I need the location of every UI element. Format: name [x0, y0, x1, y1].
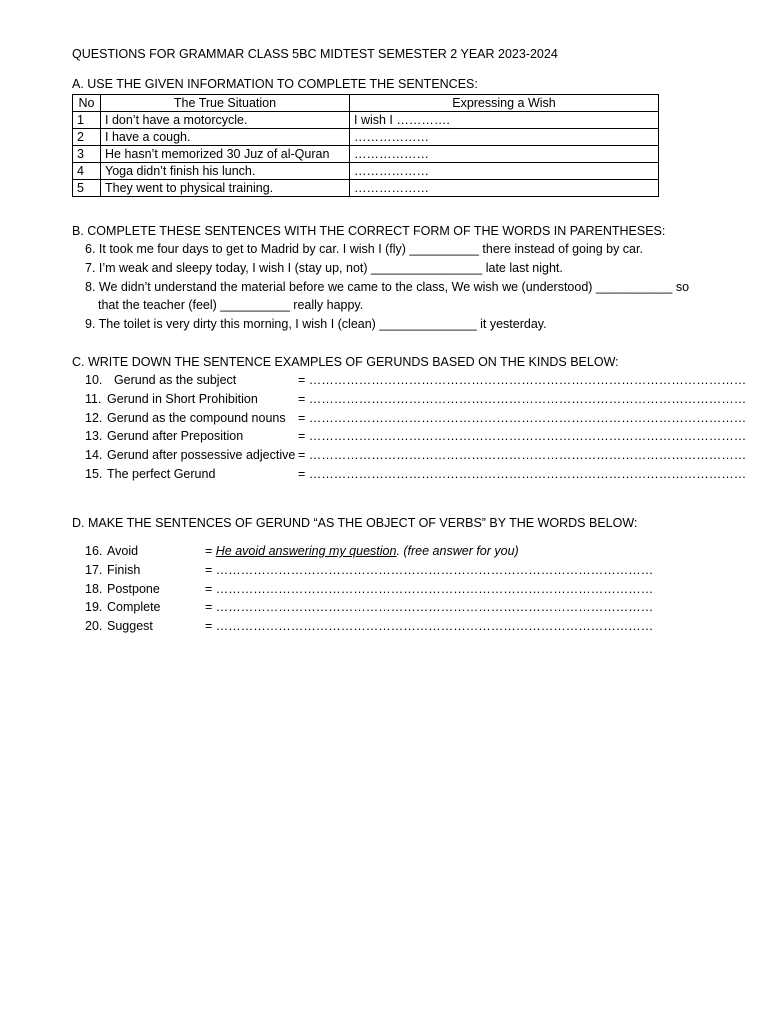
item-number: 12. — [85, 411, 103, 425]
page-title: QUESTIONS FOR GRAMMAR CLASS 5BC MIDTEST SEMESTER 2 YEAR 2023-2024 — [72, 47, 558, 61]
row-number: 4 — [73, 163, 101, 180]
list-item — [85, 582, 685, 600]
item-number: 15. — [85, 467, 103, 481]
wish-answer: ……………… — [350, 163, 659, 180]
answer-blank: = …………………………………………………………………………………………… — [205, 600, 654, 614]
table-row — [73, 146, 659, 163]
item-label: Complete — [107, 600, 161, 614]
list-item — [85, 448, 747, 466]
item-label: Avoid — [107, 544, 139, 558]
list-item — [85, 429, 747, 447]
item-number: 13. — [85, 429, 103, 443]
answer-blank: = …………………………………………………………………………………………… — [298, 373, 747, 387]
list-item — [85, 467, 747, 485]
item-label: Postpone — [107, 582, 160, 596]
section-a-heading: A. USE THE GIVEN INFORMATION TO COMPLETE THE SENTENCES: — [72, 77, 478, 91]
answer-blank: = …………………………………………………………………………………………… — [205, 619, 654, 633]
list-item — [85, 563, 685, 581]
section-b-heading: B. COMPLETE THESE SENTENCES WITH THE CORRECT FORM OF THE WORDS IN PARENTHESES: — [72, 224, 666, 238]
wish-table — [72, 94, 659, 197]
answer-blank: = …………………………………………………………………………………………… — [298, 467, 747, 481]
table-row — [73, 112, 659, 129]
question-8: 8. We didn’t understand the material before we came to the class, We wish we (understood) ___________ so — [85, 280, 690, 294]
item-number: 14. — [85, 448, 103, 462]
wish-answer: ……………… — [350, 129, 659, 146]
example-answer — [205, 544, 519, 558]
item-number: 19. — [85, 600, 103, 614]
item-label: Gerund after possessive adjective — [107, 448, 296, 462]
item-number: 11. — [85, 392, 102, 406]
list-item — [85, 600, 685, 618]
row-number: 2 — [73, 129, 101, 146]
row-number: 1 — [73, 112, 101, 129]
question-7: 7. I’m weak and sleepy today, I wish I (stay up, not) ________________ late last night. — [85, 261, 563, 275]
list-item — [85, 619, 685, 637]
item-number: 16. — [85, 544, 103, 558]
true-situation: I don’t have a motorcycle. — [101, 112, 350, 129]
row-number: 3 — [73, 146, 101, 163]
wish-answer: ……………… — [350, 180, 659, 197]
item-number: 17. — [85, 563, 103, 577]
wish-answer: ……………… — [350, 146, 659, 163]
answer-blank: = …………………………………………………………………………………………… — [205, 563, 654, 577]
table-header-row — [73, 95, 659, 112]
section-c-heading: C. WRITE DOWN THE SENTENCE EXAMPLES OF GERUNDS BASED ON THE KINDS BELOW: — [72, 355, 619, 369]
true-situation: Yoga didn’t finish his lunch. — [101, 163, 350, 180]
answer-blank: = …………………………………………………………………………………………… — [298, 392, 747, 406]
example-sentence: He avoid answering my question — [215, 544, 397, 558]
question-8-continuation: that the teacher (feel) __________ really happy. — [98, 298, 364, 312]
question-9: 9. The toilet is very dirty this morning, I wish I (clean) ______________ it yesterday. — [85, 317, 547, 331]
item-number: 10. — [85, 373, 103, 387]
row-number: 5 — [73, 180, 101, 197]
answer-blank: = …………………………………………………………………………………………… — [205, 582, 654, 596]
example-note: . (free answer for you) — [396, 544, 519, 558]
item-label: Gerund in Short Prohibition — [107, 392, 258, 406]
example-item — [85, 544, 685, 562]
item-label: Gerund after Preposition — [107, 429, 244, 443]
section-d-heading: D. MAKE THE SENTENCES OF GERUND “AS THE OBJECT OF VERBS” BY THE WORDS BELOW: — [72, 516, 638, 530]
table-row — [73, 180, 659, 197]
true-situation: They went to physical training. — [101, 180, 350, 197]
item-label: Gerund as the subject — [107, 373, 237, 387]
wish-answer: I wish I …………. — [350, 112, 659, 129]
answer-blank: = …………………………………………………………………………………………… — [298, 448, 747, 462]
item-label: Finish — [107, 563, 141, 577]
table-row — [73, 163, 659, 180]
item-label: The perfect Gerund — [107, 467, 216, 481]
true-situation: He hasn’t memorized 30 Juz of al-Quran — [101, 146, 350, 163]
list-item — [85, 373, 747, 391]
item-number: 20. — [85, 619, 103, 633]
table-row — [73, 129, 659, 146]
answer-blank: = …………………………………………………………………………………………… — [298, 411, 747, 425]
column-header: No — [73, 95, 101, 112]
equals-sign: = — [205, 544, 216, 558]
list-item — [85, 392, 747, 410]
column-header: Expressing a Wish — [350, 95, 659, 112]
column-header: The True Situation — [101, 95, 350, 112]
item-number: 18. — [85, 582, 103, 596]
item-label: Suggest — [107, 619, 153, 633]
true-situation: I have a cough. — [101, 129, 350, 146]
list-item — [85, 411, 747, 429]
question-6: 6. It took me four days to get to Madrid by car. I wish I (fly) __________ there instead of going by car. — [85, 242, 643, 256]
item-label: Gerund as the compound nouns — [107, 411, 286, 425]
answer-blank: = …………………………………………………………………………………………… — [298, 429, 747, 443]
